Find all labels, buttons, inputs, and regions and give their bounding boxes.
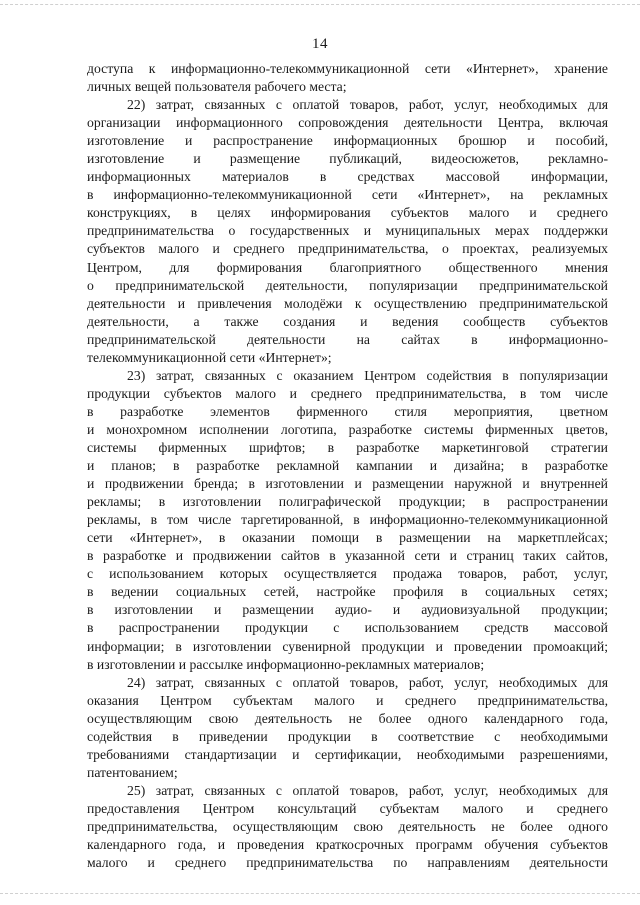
text-line: предпринимательства о государственных и муниципальных мерах поддержки xyxy=(87,223,608,239)
text-line: 22) затрат, связанных с оплатой товаров, работ, услуг, необходимых для xyxy=(127,97,608,113)
text-line: рекламы, в том числе таргетированной, в информационно-телекоммуникационной xyxy=(87,512,608,528)
text-line: с использованием которых осуществляется продажа товаров, работ, услуг, xyxy=(87,566,608,582)
text-line: в ведении социальных сетей, настройке профиля в социальных сетях; xyxy=(87,584,608,600)
text-line: предпринимательства, осуществляющим свою деятельность не более одного xyxy=(87,818,608,834)
scan-edge-bottom xyxy=(0,893,640,900)
text-line: в информационно-телекоммуникационной сети «Интернет», на рекламных xyxy=(87,187,608,203)
text-line: рекламы; в изготовлении полиграфической продукции; в распространении xyxy=(87,494,608,510)
text-line: конструкциях, в целях информирования субъектов малого и среднего xyxy=(87,205,608,221)
text-line: изготовление и распространение информационных брошюр и пособий, xyxy=(87,133,608,149)
text-line: продукции субъектов малого и среднего предпринимательства, в том числе xyxy=(87,385,608,401)
text-line: малого и среднего предпринимательства по направлениям деятельности xyxy=(87,855,608,871)
text-line: личных вещей пользователя рабочего места; xyxy=(87,79,347,95)
text-line: в разработке и продвижении сайтов в указанной сети и страниц таких сайтов, xyxy=(87,548,608,564)
text-line: деятельности и привлечения молодёжи к осуществлению предпринимательской xyxy=(87,295,608,311)
text-line: требованиями стандартизации и сертификации, необходимыми разрешениями, xyxy=(87,746,608,762)
text-line: предоставления Центром консультаций субъектам малого и среднего xyxy=(87,800,608,816)
text-line: оказания Центром субъектам малого и среднего предпринимательства, xyxy=(87,692,608,708)
text-line: календарного года, и проведения краткосрочных программ обучения субъектов xyxy=(87,837,608,853)
text-line: телекоммуникационной сети «Интернет»; xyxy=(87,349,332,365)
text-line: 25) затрат, связанных с оплатой товаров, работ, услуг, необходимых для xyxy=(127,782,608,798)
text-line: изготовление и размещение публикаций, видеосюжетов, рекламно- xyxy=(87,151,608,167)
text-line: и продвижении бренда; в изготовлении и размещении наружной и внутренней xyxy=(87,476,608,492)
text-line: осуществляющим свою деятельность не более одного календарного года, xyxy=(87,710,608,726)
text-line: 23) затрат, связанных с оказанием Центром содействия в популяризации xyxy=(127,367,608,383)
text-line: информационных материалов в средствах массовой информации, xyxy=(87,169,608,185)
text-line: патентованием; xyxy=(87,764,178,780)
text-line: сети «Интернет», в оказании помощи в размещении на маркетплейсах; xyxy=(87,530,608,546)
text-line: в распространении продукции с использованием средств массовой xyxy=(87,620,608,636)
text-line: организации информационного сопровождения деятельности Центра, включая xyxy=(87,115,608,131)
text-line: в изготовлении и рассылке информационно-рекламных материалов; xyxy=(87,656,485,672)
page-number: 14 xyxy=(312,36,328,52)
text-line: субъектов малого и среднего предпринимательства, о проектах, реализуемых xyxy=(87,241,608,257)
document-body xyxy=(87,60,608,872)
text-line: предпринимательской деятельности на сайтах в информационно- xyxy=(87,331,608,347)
scan-edge-top xyxy=(0,4,640,11)
text-line: системы фирменных шрифтов; в разработке маркетинговой стратегии xyxy=(87,439,608,455)
text-line: 24) затрат, связанных с оплатой товаров, работ, услуг, необходимых для xyxy=(127,674,608,690)
text-line: о предпринимательской деятельности, популяризации предпринимательской xyxy=(87,277,608,293)
text-line: в разработке элементов фирменного стиля мероприятия, цветном xyxy=(87,403,608,419)
text-line: и монохромном исполнении логотипа, разработке системы фирменных цветов, xyxy=(87,421,608,437)
text-line: и планов; в разработке рекламной кампании и дизайна; в разработке xyxy=(87,458,608,474)
text-line: Центром, для формирования благоприятного общественного мнения xyxy=(87,259,608,275)
text-line: информации; в изготовлении сувенирной продукции и проведении промоакций; xyxy=(87,638,608,654)
text-line: в изготовлении и размещении аудио- и аудиовизуальной продукции; xyxy=(87,602,608,618)
text-line: деятельности, а также создания и ведения сообществ субъектов xyxy=(87,313,608,329)
text-line: доступа к информационно-телекоммуникационной сети «Интернет», хранение xyxy=(87,61,608,76)
text-line: содействия в приведении продукции в соответствие с необходимыми xyxy=(87,728,608,744)
